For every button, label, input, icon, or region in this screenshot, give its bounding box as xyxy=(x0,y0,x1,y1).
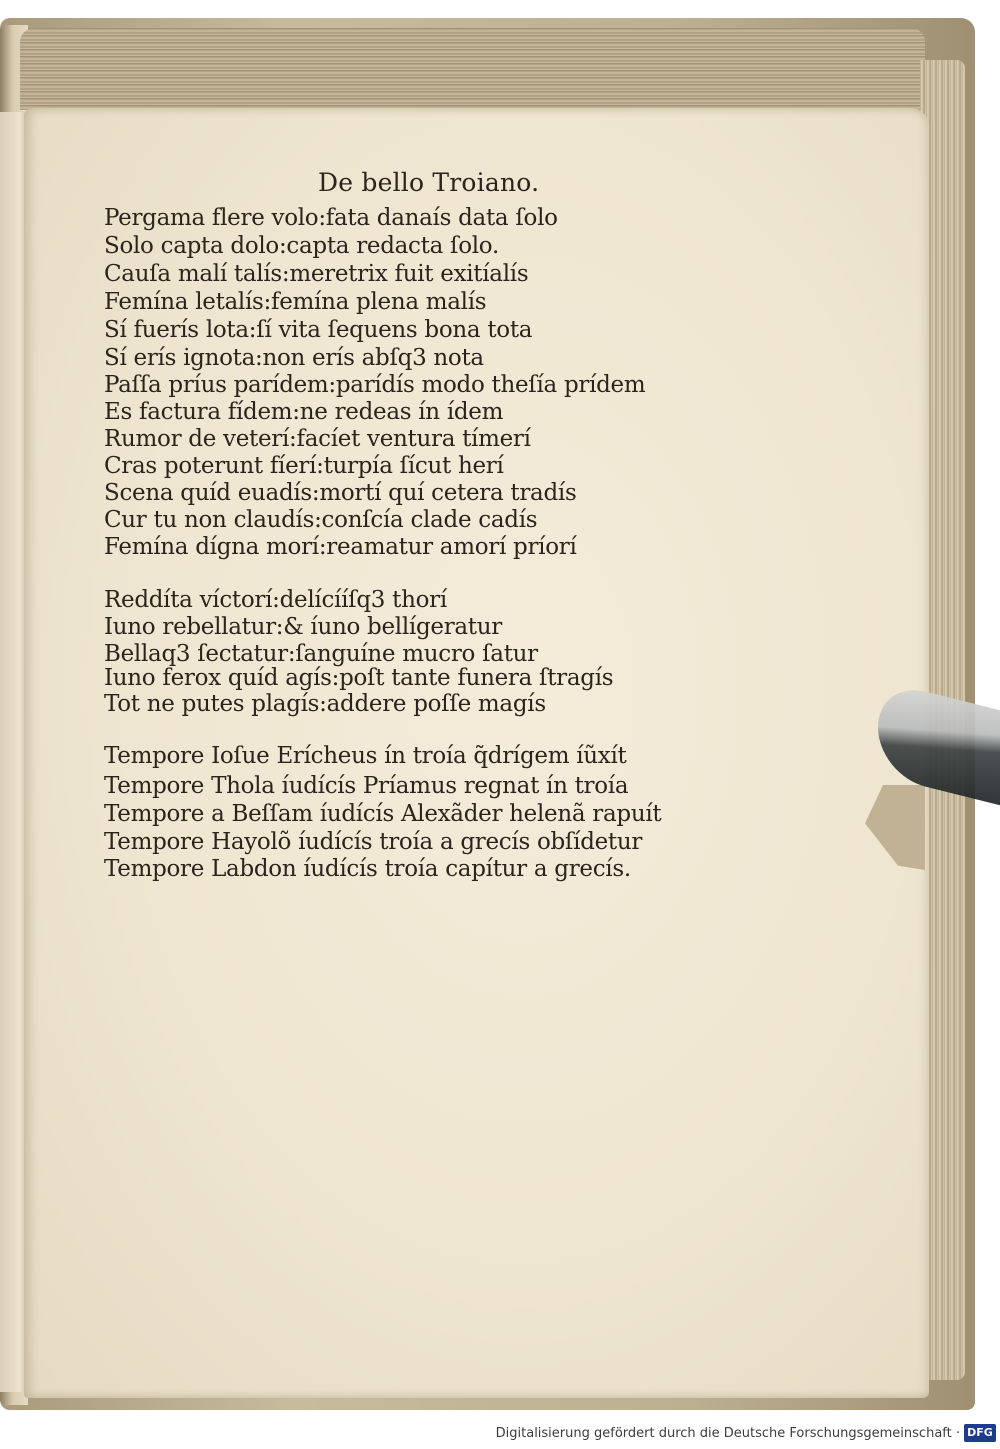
verse-line: Iuno ferox quíd agís:poſt tante funera ſtragís xyxy=(104,665,614,691)
funding-credit: Digitalisierung gefördert durch die Deutsche Forschungsgemeinschaft · xyxy=(495,1426,960,1441)
verse-line: Scena quíd euadís:mortí quí cetera tradís xyxy=(104,480,577,506)
verse-line: Tempore a Beſſam íudícís Alexãder helenã rapuít xyxy=(104,801,662,827)
verse-line: Tempore Hayolõ íudícís troía a grecís obſídetur xyxy=(104,829,643,855)
verse-line: Cras poterunt fíerí:turpía ſícut herí xyxy=(104,453,504,479)
verse-line: Sí fuerís lota:ſí vita ſequens bona tota xyxy=(104,317,533,343)
page-title: De bello Troiano. xyxy=(318,168,540,197)
verse-line: Cur tu non claudís:conſcía clade cadís xyxy=(104,507,538,533)
verse-line: Reddíta víctorí:delícííſq3 thorí xyxy=(104,587,447,613)
verse-line: Solo capta dolo:capta redacta ſolo. xyxy=(104,233,499,259)
verse-line: Sí erís ignota:non erís abſq3 nota xyxy=(104,345,484,371)
verse-line: Es factura fídem:ne redeas ín ídem xyxy=(104,399,504,425)
verse-line: Cauſa malí talís:meretrix fuit exitíalís xyxy=(104,261,529,287)
verse-line: Iuno rebellatur:& íuno bellígeratur xyxy=(104,614,502,640)
verse-line: Femína letalís:femína plena malís xyxy=(104,289,487,315)
verse-line: Rumor de veterí:facíet ventura tímerí xyxy=(104,426,531,452)
verse-line: Paſſa príus parídem:parídís modo theſía prídem xyxy=(104,372,646,398)
verse-line: Pergama flere volo:fata danaís data ſolo xyxy=(104,205,558,231)
verse-line: Femína dígna morí:reamatur amorí príorí xyxy=(104,534,577,560)
verse-line: Tot ne putes plagís:addere poſſe magís xyxy=(104,691,546,717)
verse-line: Tempore Thola íudícís Príamus regnat ín troía xyxy=(104,773,629,799)
verse-line: Tempore Labdon íudícís troía capítur a grecís. xyxy=(104,856,631,882)
verse-line: Bellaq3 ſectatur:ſanguíne mucro ſatur xyxy=(104,641,538,667)
page-edges-top xyxy=(20,28,925,110)
dfg-logo: DFG xyxy=(964,1424,996,1442)
footer-bar xyxy=(0,1420,1000,1449)
verse-line: Tempore Ioſue Erícheus ín troía q̃drígem íũxít xyxy=(104,743,627,769)
